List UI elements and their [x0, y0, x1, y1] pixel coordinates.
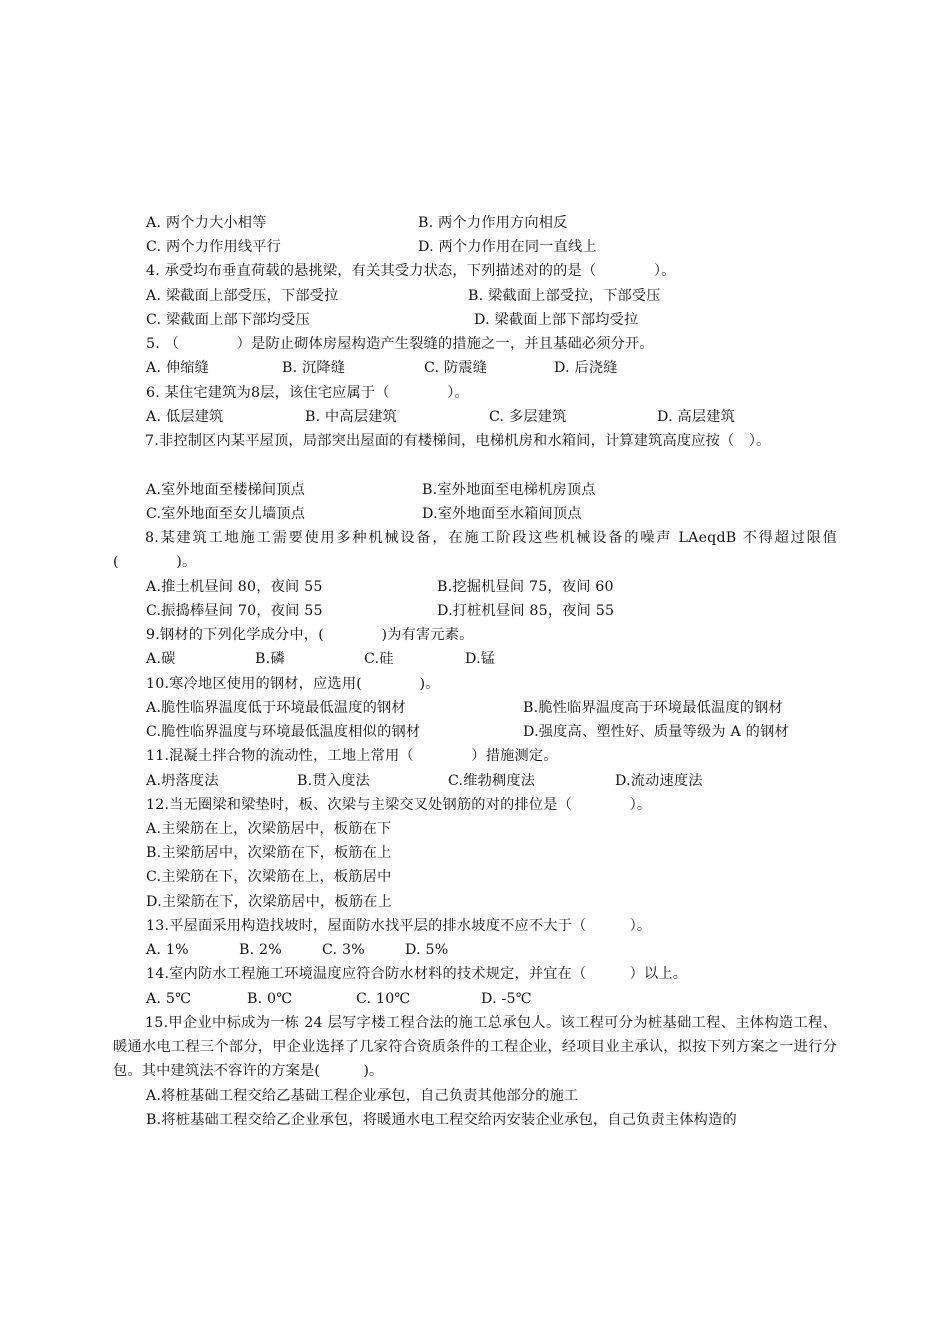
option-3c: C. 两个力作用线平行: [146, 239, 282, 255]
option-11d: D.流动速度法: [615, 773, 703, 789]
option-7c: C.室外地面至女儿墙顶点: [146, 506, 306, 522]
option-13c: C. 3%: [322, 942, 365, 958]
question-9: 9.钢材的下列化学成分中，( )为有害元素。: [146, 627, 474, 643]
option-6b: B. 中高层建筑: [305, 409, 397, 425]
option-9d: D.锰: [465, 651, 496, 667]
option-15a: A.将桩基础工程交给乙基础工程企业承包，自己负责其他部分的施工: [146, 1088, 579, 1104]
option-14a: A. 5℃: [146, 991, 192, 1007]
option-7d: D.室外地面至水箱间顶点: [422, 506, 582, 522]
option-12b: B.主梁筋居中，次梁筋在下，板筋在上: [146, 845, 392, 861]
option-11b: B.贯入度法: [297, 773, 370, 789]
option-13d: D. 5%: [405, 942, 449, 958]
option-8c: C.振捣棒昼间 70，夜间 55: [146, 603, 323, 619]
option-6c: C. 多层建筑: [489, 409, 567, 425]
question-5: 5. （ ）是防止砌体房屋构造产生裂缝的措施之一，并且基础必须分开。: [146, 336, 654, 352]
option-10d: D.强度高、塑性好、质量等级为 A 的钢材: [523, 724, 789, 740]
option-3a: A. 两个力大小相等: [146, 215, 267, 231]
option-5c: C. 防震缝: [424, 360, 488, 376]
option-10c: C.脆性临界温度与环境最低温度相似的钢材: [146, 724, 421, 740]
question-11: 11.混凝土拌合物的流动性，工地上常用（ ）措施测定。: [146, 748, 558, 764]
question-13: 13.平屋面采用构造找坡时，屋面防水找平层的排水坡度不应不大于（ ）。: [146, 918, 652, 934]
question-8: 8.某建筑工地施工需要使用多种机械设备，在施工阶段这些机械设备的噪声 LAeqdB 不得超过限值( )。: [113, 530, 837, 571]
option-13b: B. 2%: [239, 942, 282, 958]
option-9a: A.碳: [146, 651, 176, 667]
option-5b: B. 沉降缝: [282, 360, 346, 376]
option-11a: A.坍落度法: [146, 773, 219, 789]
option-12a: A.主梁筋在上，次梁筋居中，板筋在下: [146, 821, 392, 837]
question-15: 15.甲企业中标成为一栋 24 层写字楼工程合法的施工总承包人。该工程可分为桩基础工程、主体构造工程、暖通水电工程三个部分，甲企业选择了几家符合资质条件的工程企业，经项目业主承认，拟按下列方案之一进行分包。其中建筑法不容许的方案是( )。: [113, 1015, 837, 1080]
option-11c: C.维勃稠度法: [448, 773, 536, 789]
option-10b: B.脆性临界温度高于环境最低温度的钢材: [523, 700, 783, 716]
question-14: 14.室内防水工程施工环境温度应符合防水材料的技术规定，并宜在（ ）以上。: [146, 966, 688, 982]
question-4: 4. 承受均布垂直荷载的悬挑梁，有关其受力状态，下列描述对的的是（ ）。: [146, 263, 676, 279]
question-12: 12.当无圈梁和梁垫时，板、次梁与主梁交叉处钢筋的对的排位是（ ）。: [146, 797, 652, 813]
option-13a: A. 1%: [146, 942, 189, 958]
option-6a: A. 低层建筑: [146, 409, 224, 425]
option-9c: C.硅: [364, 651, 394, 667]
option-14d: D. -5℃: [481, 991, 532, 1007]
question-7: 7.非控制区内某平屋顶，局部突出屋面的有楼梯间，电梯机房和水箱间，计算建筑高度应按（ ）。: [145, 433, 771, 449]
option-10a: A.脆性临界温度低于环境最低温度的钢材: [146, 700, 406, 716]
option-4c: C. 梁截面上部下部均受压: [146, 312, 310, 328]
option-14b: B. 0℃: [247, 991, 293, 1007]
option-8b: B.挖掘机昼间 75，夜间 60: [437, 579, 614, 595]
option-8d: D.打桩机昼间 85，夜间 55: [437, 603, 615, 619]
option-5a: A. 伸缩缝: [146, 360, 210, 376]
option-14c: C. 10℃: [356, 991, 411, 1007]
option-4d: D. 梁截面上部下部均受拉: [474, 312, 639, 328]
question-10: 10.寒冷地区使用的钢材，应选用( )。: [146, 676, 440, 692]
option-3d: D. 两个力作用在同一直线上: [418, 239, 597, 255]
option-7b: B.室外地面至电梯机房顶点: [422, 482, 596, 498]
option-4b: B. 梁截面上部受拉，下部受压: [468, 288, 661, 304]
option-15b: B.将桩基础工程交给乙企业承包，将暖通水电工程交给丙安装企业承包，自己负责主体构造的: [146, 1112, 737, 1128]
option-5d: D. 后浇缝: [554, 360, 618, 376]
option-6d: D. 高层建筑: [657, 409, 736, 425]
option-7a: A.室外地面至楼梯间顶点: [146, 482, 306, 498]
option-12d: D.主梁筋在下，次梁筋居中，板筋在上: [146, 894, 392, 910]
option-3b: B. 两个力作用方向相反: [418, 215, 568, 231]
option-9b: B.磷: [255, 651, 285, 667]
question-6: 6. 某住宅建筑为8层，该住宅应属于（ ）。: [146, 385, 469, 401]
option-12c: C.主梁筋在下，次梁筋在上，板筋居中: [146, 869, 392, 885]
option-4a: A. 梁截面上部受压，下部受拉: [146, 288, 339, 304]
option-8a: A.推土机昼间 80，夜间 55: [146, 579, 323, 595]
